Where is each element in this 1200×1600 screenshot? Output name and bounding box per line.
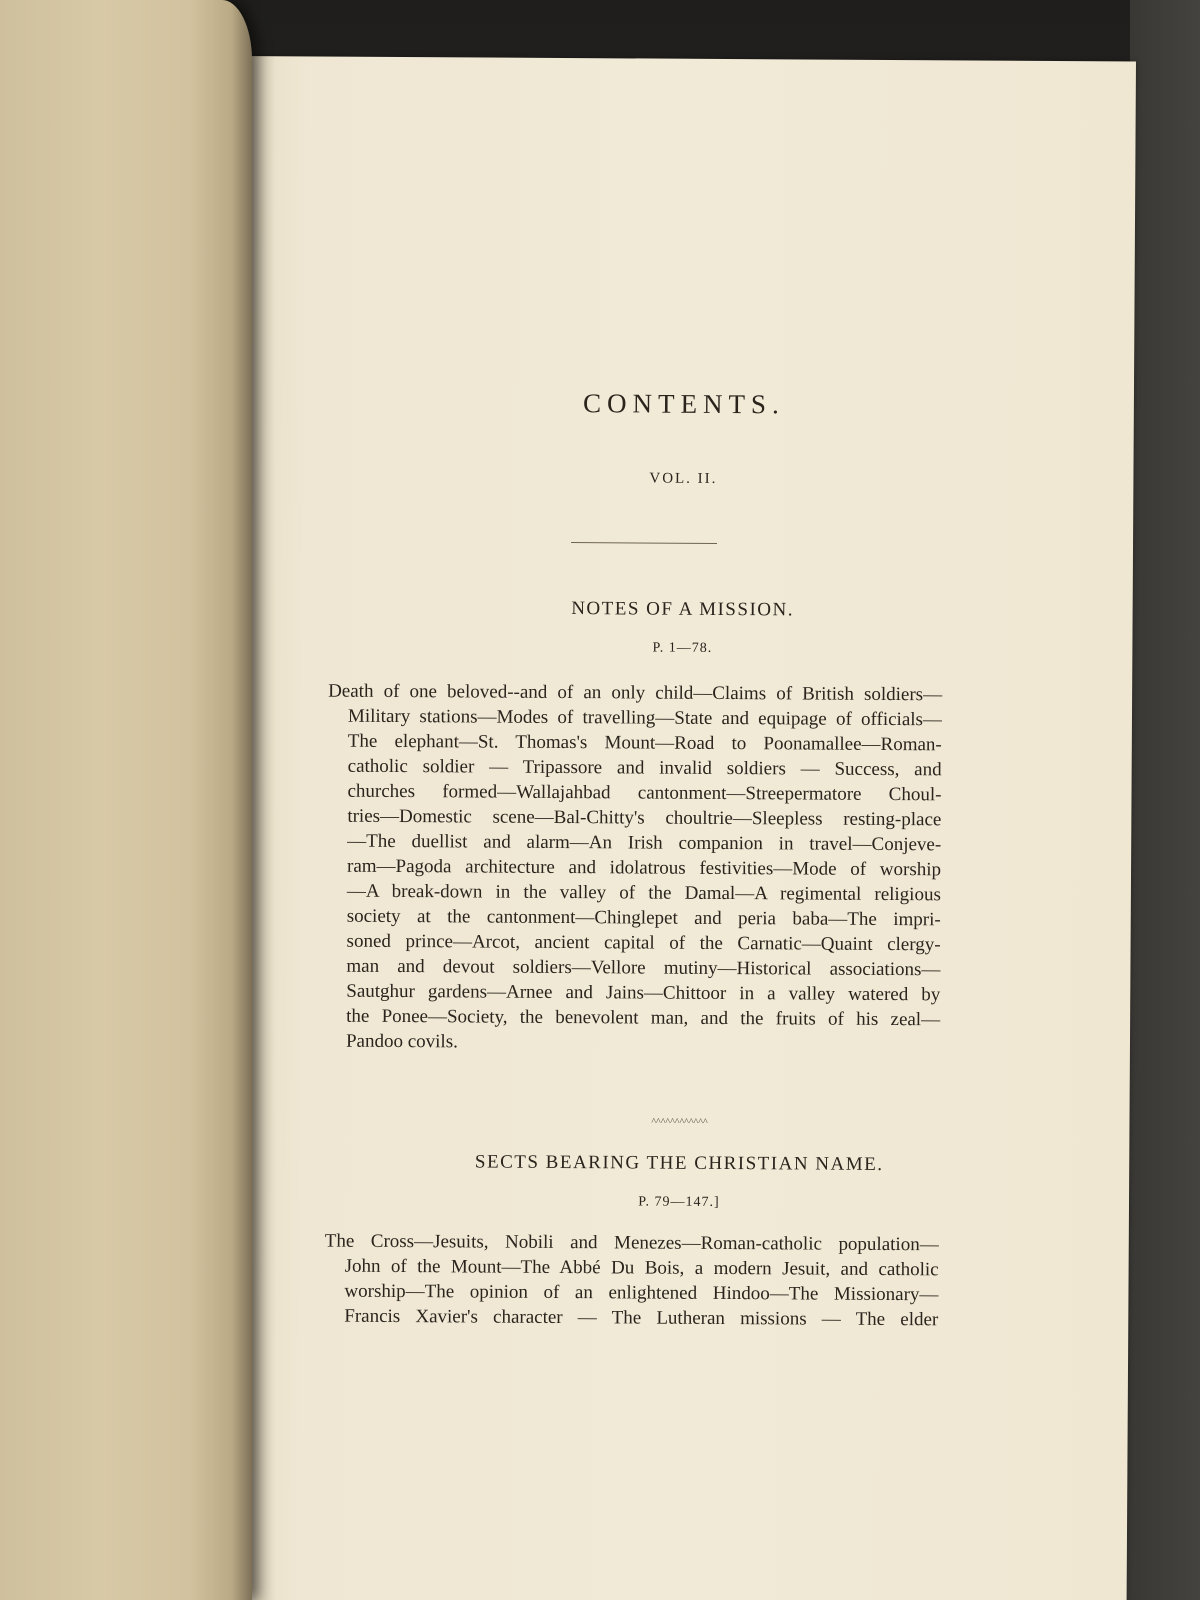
contents-line: Military stations—Modes of travelling—State and equipage of officials— bbox=[347, 705, 943, 731]
contents-line: tries—Domestic scene—Bal-Chitty's choultrie—Sleepless resting-place bbox=[347, 805, 942, 831]
contents-line: soned prince—Arcot, ancient capital of the Carnatic—Quaint clergy- bbox=[346, 930, 941, 956]
section-ornament: ^^^^^^^^^^^^ bbox=[651, 1116, 708, 1128]
section-heading-notes-of-a-mission: NOTES OF A MISSION. bbox=[571, 598, 795, 621]
contents-line: The Cross—Jesuits, Nobili and Menezes—Roman-catholic population— bbox=[324, 1230, 939, 1256]
contents-page bbox=[227, 56, 1136, 1600]
page-title: CONTENTS. bbox=[582, 388, 785, 420]
section-body-notes-of-a-mission bbox=[326, 679, 942, 1058]
contents-line: man and devout soldiers—Vellore mutiny—Historical associations— bbox=[346, 955, 941, 981]
section-pages-sects: P. 79—147.] bbox=[638, 1194, 720, 1210]
contents-line: catholic soldier — Tripassore and invalid soldiers — Success, and bbox=[347, 755, 942, 781]
section-body-sects bbox=[324, 1229, 939, 1333]
contents-line: society at the cantonment—Chinglepet and peria baba—The impri- bbox=[346, 905, 941, 931]
divider-rule bbox=[571, 542, 717, 544]
contents-line: churches formed—Wallajahbad cantonment—Streepermatore Choul- bbox=[347, 780, 942, 806]
contents-line: John of the Mount—The Abbé Du Bois, a modern Jesuit, and catholic bbox=[344, 1255, 939, 1281]
section-heading-sects: SECTS BEARING THE CHRISTIAN NAME. bbox=[474, 1151, 884, 1175]
contents-line: the Ponee—Society, the benevolent man, and the fruits of his zeal— bbox=[346, 1005, 941, 1031]
section-pages-notes-of-a-mission: P. 1—78. bbox=[652, 640, 713, 656]
contents-line: Pandoo covils. bbox=[345, 1030, 458, 1053]
facing-page bbox=[0, 0, 252, 1600]
contents-line: The elephant—St. Thomas's Mount—Road to Poonamallee—Roman- bbox=[347, 730, 942, 756]
contents-line: —The duellist and alarm—An Irish companion in travel—Conjeve- bbox=[347, 830, 942, 856]
contents-line: —A break-down in the valley of the Damal—A regimental religious bbox=[346, 880, 941, 906]
background-surface bbox=[1130, 0, 1200, 1600]
contents-line: Francis Xavier's character — The Lutheran missions — The elder bbox=[344, 1305, 939, 1331]
contents-line: Sautghur gardens—Arnee and Jains—Chittoor in a valley watered by bbox=[346, 980, 941, 1006]
contents-line: ram—Pagoda architecture and idolatrous festivities—Mode of worship bbox=[346, 855, 942, 881]
contents-line: worship—The opinion of an enlightened Hindoo—The Missionary— bbox=[344, 1280, 939, 1306]
contents-line: Death of one beloved--and of an only child—Claims of British soldiers— bbox=[328, 680, 943, 706]
volume-label: VOL. II. bbox=[649, 470, 718, 487]
